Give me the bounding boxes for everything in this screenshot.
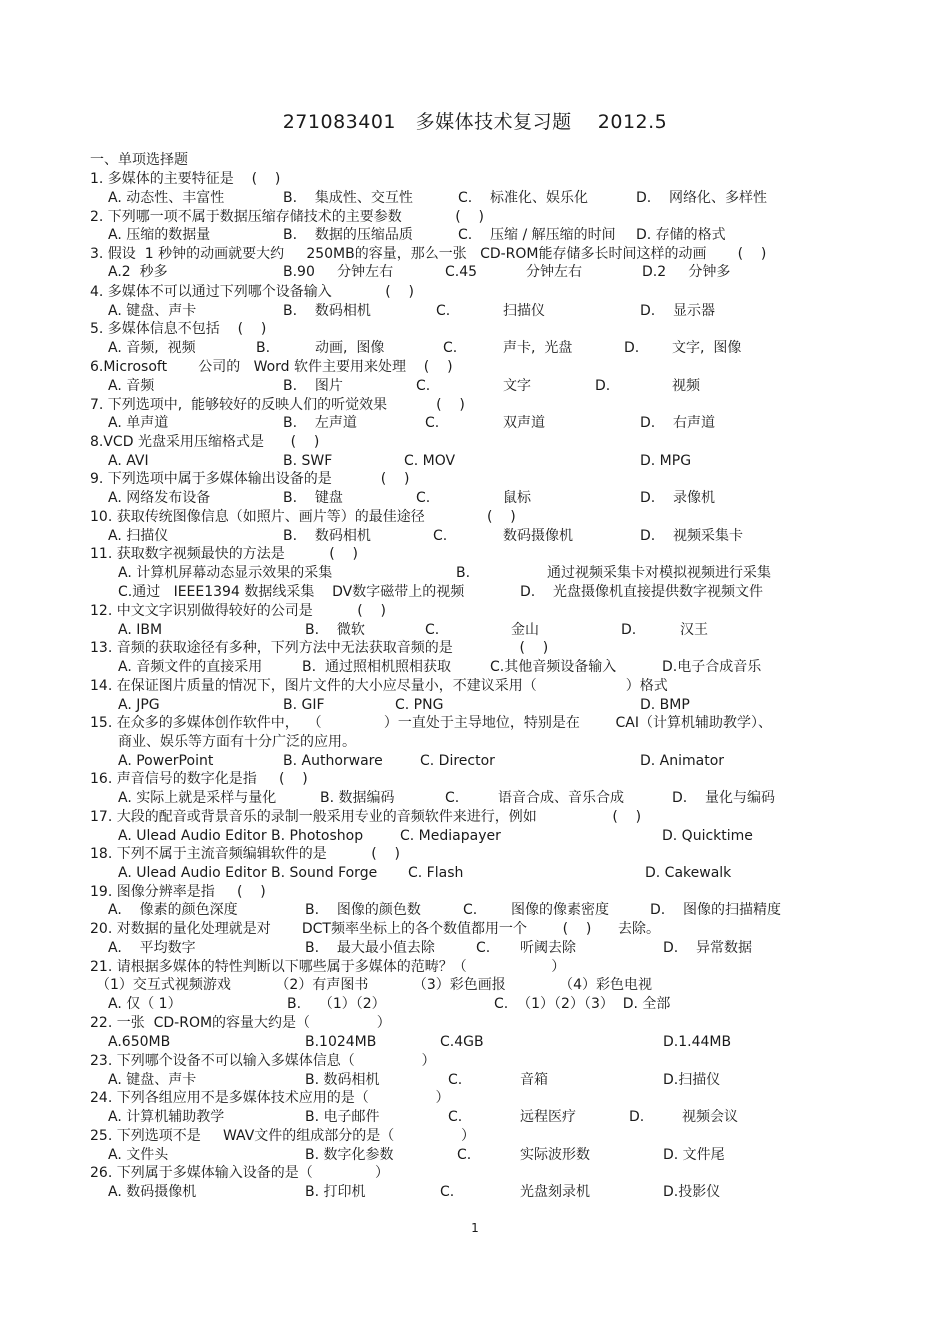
answer-option: C. <box>463 902 478 918</box>
answer-option: B. 左声道 <box>283 415 357 431</box>
answer-option: D.2 分钟多 <box>642 264 731 280</box>
question-text: 15. 在众多的多媒体创作软件中， （ ）一直处于主导地位，特别是在 CAI（计算机辅助教学）、 <box>90 715 772 731</box>
answer-option: B. GIF <box>283 697 325 713</box>
option-row <box>0 1071 950 1090</box>
option-row <box>0 696 950 715</box>
option-row <box>0 658 950 677</box>
option-row <box>0 827 950 846</box>
question-text: 9. 下列选项中属于多媒体输出设备的是 ( ) <box>90 471 410 487</box>
option-row <box>0 489 950 508</box>
option-row <box>0 1146 950 1165</box>
answer-option: 双声道 <box>503 415 545 431</box>
option-row <box>0 414 950 433</box>
option-row <box>0 733 950 752</box>
answer-option: A. Ulead Audio Editor B. Photoshop <box>118 828 364 844</box>
answer-option: A. 实际上就是采样与量化 <box>118 790 277 806</box>
answer-option: B. 数据的压缩品质 <box>283 227 413 243</box>
option-row <box>0 189 950 208</box>
answer-option: B.1024MB <box>305 1034 377 1050</box>
answer-option: 汉王 <box>680 622 708 638</box>
answer-option: D.电子合成音乐 <box>662 659 762 675</box>
answer-option: A. 计算机屏幕动态显示效果的采集 <box>118 565 333 581</box>
page-number: 1 <box>471 1221 479 1235</box>
answer-option: 视频会议 <box>682 1109 738 1125</box>
answer-option: C.通过 IEEE1394 数据线采集 DV数字磁带上的视频 <box>118 584 465 600</box>
answer-option: B. 微软 <box>305 622 365 638</box>
answer-option: 数码摄像机 <box>503 528 573 544</box>
question-text: 26. 下列属于多媒体输入设备的是（ ） <box>90 1165 390 1181</box>
option-row <box>0 583 950 602</box>
answer-option: D.投影仪 <box>663 1184 721 1200</box>
answer-option: A. IBM <box>118 622 163 638</box>
question-text: 16. 声音信号的数字化是指 ( ) <box>90 771 308 787</box>
answer-option: A. 像素的颜色深度 <box>108 902 238 918</box>
answer-option: B. <box>456 565 471 581</box>
answer-option: C. <box>448 1109 463 1125</box>
question-text: 19. 图像分辨率是指 ( ) <box>90 884 266 900</box>
answer-option: C. Director <box>420 753 495 769</box>
answer-option: D. 右声道 <box>640 415 716 431</box>
option-row <box>0 527 950 546</box>
answer-option: D. 网络化、多样性 <box>636 190 768 206</box>
answer-option: C. 压缩 / 解压缩的时间 <box>458 227 616 243</box>
question-text: 18. 下列不属于主流音频编辑软件的是 ( ) <box>90 846 400 862</box>
question-text: 14. 在保证图片质量的情况下，图片文件的大小应尽量小，不建议采用（ ）格式 <box>90 678 668 694</box>
answer-option: A. 单声道 <box>108 415 169 431</box>
answer-option: B. <box>256 340 271 356</box>
answer-option: 鼠标 <box>503 490 531 506</box>
answer-option: B. 数码相机 <box>305 1072 380 1088</box>
answer-option: A.650MB <box>108 1034 171 1050</box>
answer-option: D. Animator <box>640 753 725 769</box>
answer-option: D. 异常数据 <box>663 940 753 956</box>
answer-option: C.4GB <box>440 1034 484 1050</box>
answer-option: C. 标准化、娱乐化 <box>458 190 589 206</box>
option-row <box>0 302 950 321</box>
answer-option: A. 平均数字 <box>108 940 196 956</box>
answer-option: 远程医疗 <box>520 1109 576 1125</box>
answer-option: B. 打印机 <box>305 1184 366 1200</box>
answer-option: B. SWF <box>283 453 333 469</box>
answer-option: A. 音频 <box>108 378 155 394</box>
answer-option: A. 计算机辅助教学 <box>108 1109 225 1125</box>
answer-option: C. <box>436 303 451 319</box>
answer-option: D. 存储的格式 <box>636 227 726 243</box>
option-row <box>0 901 950 920</box>
answer-option: 文字 <box>503 378 531 394</box>
answer-option: A. 音频, 视频 <box>108 340 196 356</box>
answer-option: A. 数码摄像机 <box>108 1184 197 1200</box>
answer-option: B. Authorware <box>283 753 383 769</box>
answer-option: 扫描仪 <box>503 303 545 319</box>
document-title: 271083401 多媒体技术复习题 2012.5 <box>282 111 668 133</box>
answer-option: D. Cakewalk <box>645 865 732 881</box>
answer-option: A. PowerPoint <box>118 753 214 769</box>
answer-option: A. 文件头 <box>108 1147 169 1163</box>
answer-option: D. 光盘摄像机直接提供数字视频文件 <box>520 584 764 600</box>
answer-option: B. 最大最小值去除 <box>305 940 435 956</box>
answer-option: B. 电子邮件 <box>305 1109 380 1125</box>
option-row <box>0 452 950 471</box>
answer-option: D. 录像机 <box>640 490 716 506</box>
answer-option: 图像的像素密度 <box>511 902 609 918</box>
answer-option: D. <box>595 378 611 394</box>
question-text: 7. 下列选项中, 能够较好的反映人们的听觉效果 ( ) <box>90 397 465 413</box>
answer-option: D. <box>629 1109 645 1125</box>
answer-option: C. <box>416 490 431 506</box>
answer-option: D. <box>621 622 637 638</box>
option-row <box>0 339 950 358</box>
answer-option: B. 通过照相机照相获取 <box>302 659 451 675</box>
question-text: 25. 下列选项不是 WAV文件的组成部分的是（ ） <box>90 1128 476 1144</box>
answer-option: A. JPG <box>118 697 160 713</box>
option-row <box>0 621 950 640</box>
question-text: （1）交互式视频游戏 （2）有声图书 （3）彩色画报 （4）彩色电视 <box>96 977 653 993</box>
question-text: 1. 多媒体的主要特征是 ( ) <box>90 171 281 187</box>
answer-option: A. 键盘、声卡 <box>108 303 197 319</box>
answer-option: D. MPG <box>640 453 692 469</box>
answer-option: A. 网络发布设备 <box>108 490 211 506</box>
answer-option: D. 显示器 <box>640 303 716 319</box>
answer-option: B. 集成性、交互性 <box>283 190 413 206</box>
answer-option: A. Ulead Audio Editor B. Sound Forge <box>118 865 378 881</box>
section-heading: 一、单项选择题 <box>90 152 188 168</box>
answer-option: C. <box>416 378 431 394</box>
answer-option: B. 图像的颜色数 <box>305 902 421 918</box>
answer-option: 音箱 <box>520 1072 548 1088</box>
answer-option: 语音合成、音乐合成 <box>498 790 624 806</box>
question-text: 5. 多媒体信息不包括 ( ) <box>90 321 267 337</box>
answer-option: C. <box>443 340 458 356</box>
answer-option: C. <box>433 528 448 544</box>
answer-option: B. 数字化参数 <box>305 1147 394 1163</box>
answer-option: B. 数码相机 <box>283 303 371 319</box>
option-row <box>0 864 950 883</box>
answer-option: C. <box>425 622 440 638</box>
answer-option: C. <box>448 1072 463 1088</box>
option-row <box>0 752 950 771</box>
question-text: 4. 多媒体不可以通过下列哪个设备输入 ( ) <box>90 284 414 300</box>
question-text: 3. 假设 1 秒钟的动画就要大约 250MB的容量，那么一张 CD-ROM能存储多长时间这样的动画 ( ) <box>90 246 767 262</box>
answer-option: C. <box>440 1184 455 1200</box>
answer-option: 动画, 图像 <box>315 340 385 356</box>
option-row <box>0 1033 950 1052</box>
answer-option: D.1.44MB <box>663 1034 732 1050</box>
answer-option: B. 数码相机 <box>283 528 371 544</box>
answer-option: C. <box>425 415 440 431</box>
option-row <box>0 226 950 245</box>
answer-option: 通过视频采集卡对模拟视频进行采集 <box>547 565 771 581</box>
answer-option: A. 音频文件的直接采用 <box>118 659 263 675</box>
answer-option: D. <box>624 340 640 356</box>
answer-option: C. <box>445 790 460 806</box>
question-text: 8.VCD 光盘采用压缩格式是 ( ) <box>90 434 320 450</box>
answer-option: C. <box>476 940 491 956</box>
option-row <box>0 789 950 808</box>
answer-option: D. 视频采集卡 <box>640 528 744 544</box>
answer-option: A. 动态性、丰富性 <box>108 190 225 206</box>
answer-option: C. PNG <box>395 697 444 713</box>
answer-option: B. 键盘 <box>283 490 343 506</box>
question-text: 2. 下列哪一项不属于数据压缩存储技术的主要参数 ( ) <box>90 209 484 225</box>
option-row <box>0 995 950 1014</box>
option-row <box>0 564 950 583</box>
option-row <box>0 263 950 282</box>
answer-option: C. （1）（2）（3） D. 全部 <box>494 996 671 1012</box>
answer-option: A. 键盘、声卡 <box>108 1072 197 1088</box>
answer-option: C. <box>457 1147 472 1163</box>
question-text: 6.Microsoft 公司的 Word 软件主要用来处理 ( ) <box>90 359 453 375</box>
question-text: 23. 下列哪个设备不可以输入多媒体信息（ ） <box>90 1053 436 1069</box>
answer-option: D.扫描仪 <box>663 1072 721 1088</box>
answer-option: B.90 分钟左右 <box>283 264 394 280</box>
answer-option: A. AVI <box>108 453 149 469</box>
answer-option: 金山 <box>511 622 539 638</box>
question-text: 12. 中文文字识别做得较好的公司是 ( ) <box>90 603 386 619</box>
option-row <box>0 377 950 396</box>
answer-option: C.其他音频设备输入 <box>490 659 617 675</box>
answer-option: 实际波形数 <box>520 1147 590 1163</box>
answer-option: D. 图像的扫描精度 <box>650 902 782 918</box>
answer-option: D. 文件尾 <box>663 1147 725 1163</box>
answer-option: C. Mediapayer <box>400 828 501 844</box>
answer-option: D. Quicktime <box>662 828 753 844</box>
question-text: 10. 获取传统图像信息（如照片、画片等）的最佳途径 ( ) <box>90 509 516 525</box>
answer-option: 光盘刻录机 <box>520 1184 590 1200</box>
option-row <box>0 1183 950 1202</box>
answer-option: D. BMP <box>640 697 690 713</box>
answer-option: A.2 秒多 <box>108 264 168 280</box>
answer-option: D. 量化与编码 <box>672 790 776 806</box>
question-text: 17. 大段的配音或背景音乐的录制一般采用专业的音频软件来进行，例如 ( ) <box>90 809 642 825</box>
question-text: 24. 下列各组应用不是多媒体技术应用的是（ ） <box>90 1090 450 1106</box>
option-row <box>0 1108 950 1127</box>
answer-option: B. 数据编码 <box>320 790 395 806</box>
question-text: 11. 获取数字视频最快的方法是 ( ) <box>90 546 358 562</box>
question-text: 21. 请根据多媒体的特性判断以下哪些属于多媒体的范畴？（ ） <box>90 959 566 975</box>
answer-option: B. （1）（2） <box>287 996 386 1012</box>
question-text: 22. 一张 CD-ROM的容量大约是（ ） <box>90 1015 391 1031</box>
question-text: 13. 音频的获取途径有多种，下列方法中无法获取音频的是 ( ) <box>90 640 549 656</box>
answer-option: A. 压缩的数据量 <box>108 227 211 243</box>
answer-option: 商业、娱乐等方面有十分广泛的应用。 <box>118 734 356 750</box>
answer-option: 视频 <box>672 378 700 394</box>
answer-option: 声卡, 光盘 <box>503 340 573 356</box>
answer-option: 听阈去除 <box>520 940 576 956</box>
answer-option: A. 仅（ 1） <box>108 996 182 1012</box>
answer-option: B. 图片 <box>283 378 343 394</box>
answer-option: A. 扫描仪 <box>108 528 169 544</box>
option-row <box>0 939 950 958</box>
answer-option: 文字, 图像 <box>672 340 742 356</box>
answer-option: C.45 分钟左右 <box>445 264 582 280</box>
question-text: 20. 对数据的量化处理就是对 DCT频率坐标上的各个数值都用一个 ( ) 去除。 <box>90 921 660 937</box>
answer-option: C. Flash <box>408 865 464 881</box>
answer-option: C. MOV <box>404 453 456 469</box>
